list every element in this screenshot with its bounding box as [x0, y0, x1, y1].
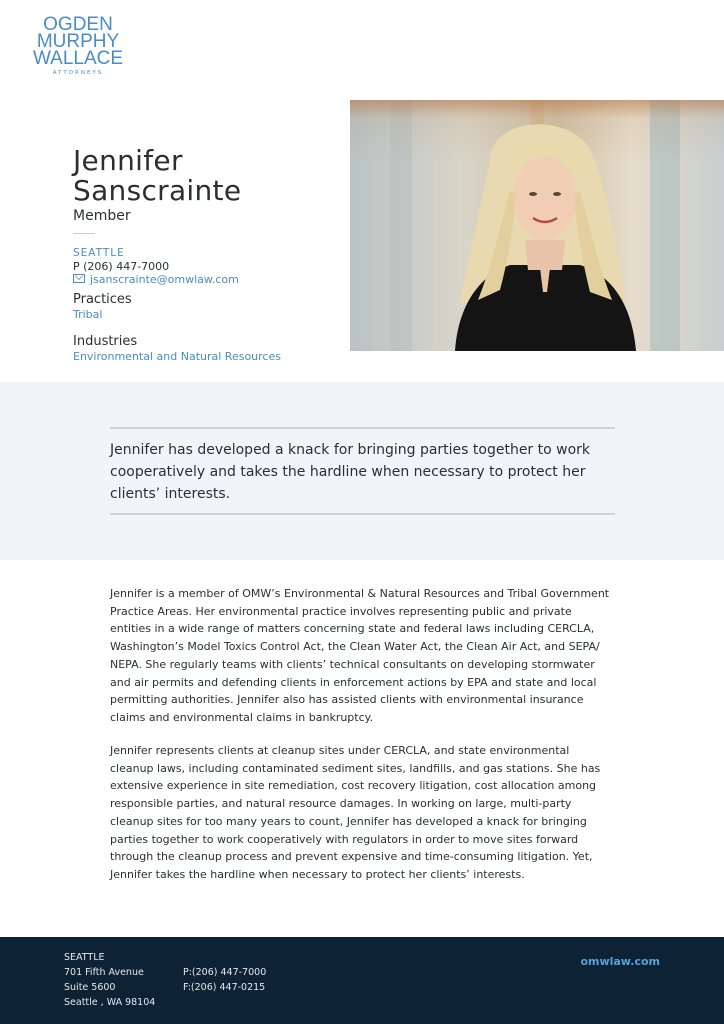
logo-subtitle: ATTORNEYS — [52, 70, 104, 76]
email-link[interactable] — [73, 273, 239, 286]
footer-office: SEATTLE — [64, 952, 105, 963]
practices-link[interactable]: Tribal — [73, 308, 103, 321]
attorney-title: Member — [73, 208, 131, 224]
attorney-photo — [350, 100, 724, 351]
pull-quote: Jennifer has developed a knack for bringing parties together to work cooperatively and takes the hardline when necessary to protect her clients’ interests. — [110, 442, 591, 502]
first-name: Jennifer — [73, 144, 183, 177]
logo-line-1: OGDEN — [43, 14, 113, 35]
phone-number: P (206) 447-7000 — [73, 260, 170, 273]
practices-heading: Practices — [73, 292, 132, 307]
title-divider — [73, 233, 95, 234]
industries-link[interactable]: Environmental and Natural Resources — [73, 350, 281, 363]
logo-line-3: WALLACE — [32, 48, 124, 69]
email-text: jsanscrainte@omwlaw.com — [90, 273, 239, 286]
logo-line-2: MURPHY — [36, 31, 120, 52]
footer — [0, 937, 724, 1024]
office-location: SEATTLE — [73, 247, 125, 259]
footer-address-line-2: Suite 5600 — [64, 982, 116, 993]
website-link[interactable]: omwlaw.com — [580, 955, 660, 968]
attorney-name — [73, 146, 241, 206]
bio-paragraph-1: Jennifer is a member of OMW’s Environmental & Natural Resources and Tribal Government Practice Areas. Her environmental practice involves representing public and private entities in a wide range of matters concerning state and federal laws including CERCLA, Washington’s Model Toxics Control Act, the Clean Water Act, the Clean Air Act, and SEPA/ NEPA. She regularly teams with clients’ technical consultants on developing stormwater and air permits and defending clients in enforcement actions by EPA and state and local permitting authorities. Jennifer also has assisted clients with environmental insurance claims and environmental claims in bankruptcy. — [110, 587, 610, 724]
footer-address-line-3: Seattle , WA 98104 — [64, 997, 156, 1008]
bio-paragraph-2: Jennifer represents clients at cleanup sites under CERCLA, and state environmental cleanup laws, including contaminated sediment sites, landfills, and gas stations. She has extensive experience in site remediation, cost recovery litigation, cost allocation among responsible parties, and natural resource damages. In working on large, multi-party cleanup sites for too many years to count, Jennifer has developed a knack for bringing parties together to work cooperatively with regulators in order to move sites forward through the cleanup process and prevent expensive and time-consuming litigation. Yet, Jennifer takes the hardline when necessary to protect her clients’ interests. — [110, 744, 601, 881]
portrait-figure — [350, 100, 724, 351]
envelope-icon — [73, 274, 85, 283]
firm-logo — [30, 16, 126, 76]
quote-top-rule — [110, 427, 615, 429]
quote-bottom-rule — [110, 513, 615, 515]
industries-heading: Industries — [73, 334, 138, 349]
footer-fax: F:(206) 447-0215 — [183, 982, 266, 993]
footer-address-line-1: 701 Fifth Avenue — [64, 967, 144, 978]
last-name: Sanscrainte — [73, 174, 242, 207]
footer-phone: P:(206) 447-7000 — [183, 967, 267, 978]
